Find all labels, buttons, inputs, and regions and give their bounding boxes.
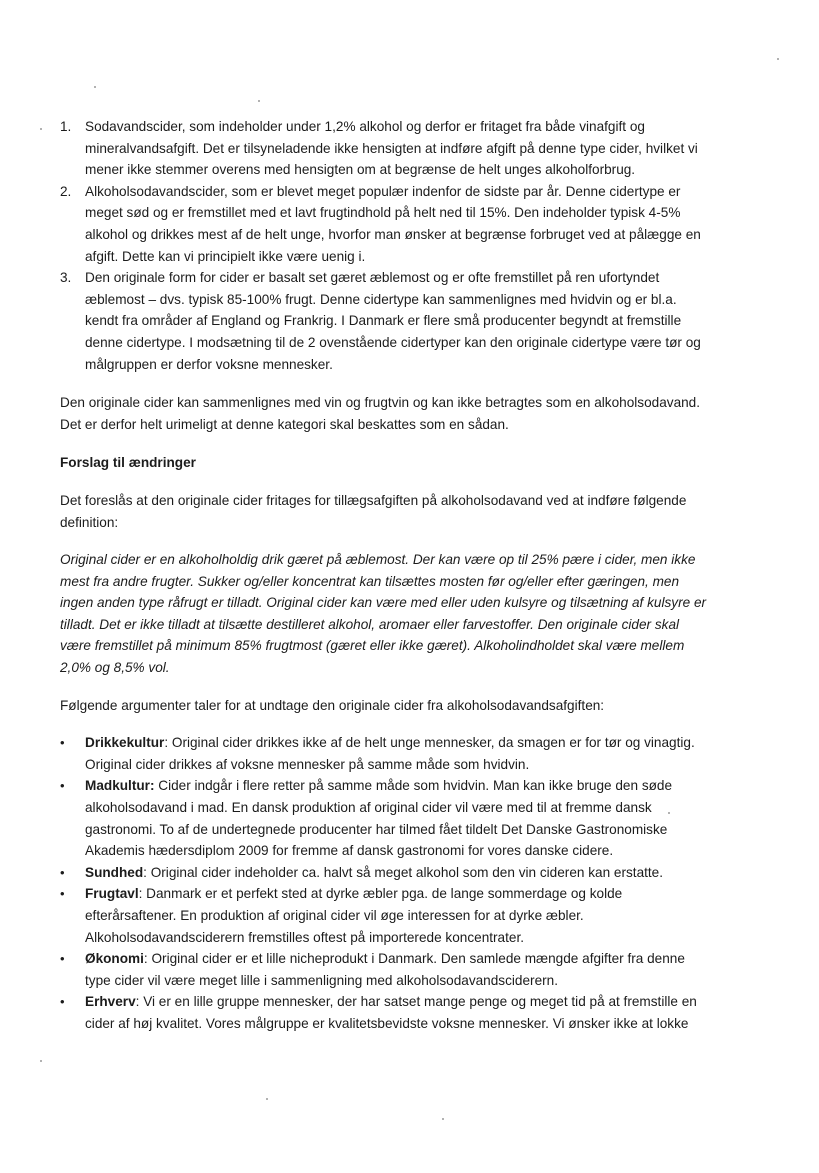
item-text: Alkoholsodavandscider, som er blevet meget populær indenfor de sidste par år. Denne cidertype er meget sød og er fremstillet med et lavt frugtindhold på helt ned til 15%. Den indeholder typisk 4-5% alkohol og drikkes mest af de helt unge, hvorfor man ønsker at begrænse forbruget ved at pålægge en afgift. Dette kan vi principielt ikke være uenig i.: [85, 183, 701, 264]
bullet-icon: •: [60, 951, 65, 967]
argument-text: : Danmark er et perfekt sted at dyrke æbler pga. de lange sommerdage og kolde efterårsaftener. En produktion af original cider vil øge interessen for at dyrke æbler. Alkoholsodavandsciderern fremstilles oftest på importerede koncentrater.: [85, 886, 623, 945]
argument-text: : Original cider drikkes ikke af de helt unge mennesker, da smagen er for tør og vinagtig. Original cider drikkes af voksne mennesker på samme måde som hvidvin.: [85, 735, 695, 772]
argument-term: Erhverv: [85, 994, 136, 1010]
cider-type-item-3: [60, 267, 712, 375]
scan-speck: [40, 1060, 42, 1062]
scan-speck: [40, 128, 42, 130]
argument-item: [60, 862, 712, 884]
bullet-icon: •: [60, 994, 65, 1010]
cider-type-item-1: [60, 116, 712, 181]
item-number: 3.: [60, 270, 72, 286]
argument-item: [60, 948, 712, 991]
bullet-icon: •: [60, 864, 65, 880]
argument-text: : Original cider er et lille nicheprodukt i Danmark. Den samlede mængde afgifter fra denne type cider vil være meget lille i sammenligning med alkoholsodavandsciderern.: [85, 951, 685, 988]
item-text: Sodavandscider, som indeholder under 1,2% alkohol og derfor er fritaget fra både vinafgift og mineralvandsafgift. Det er tilsyneladende ikke hensigten at indføre afgift på denne type cider, hvilket vi mener ikke stemmer overens med hensigten om at begrænse de helt unges alkoholforbrug.: [85, 119, 698, 178]
proposal-paragraph: Det foreslås at den originale cider fritages for tillægsafgiften på alkoholsodavand ved at indføre følgende definition:: [60, 492, 687, 530]
cider-definition: Original cider er en alkoholholdig drik gæret på æblemost. Der kan være op til 25% pære i cider, men ikke mest fra andre frugter. Sukker og/eller koncentrat kan tilsættes mosten før og/eller efter gæringen, men ingen anden type råfrugt er tilladt. Original cider kan være med eller uden kulsyre og tilsætning af kulsyre er tilladt. Det er ikke tilladt at tilsætte destilleret alkohol, aromaer eller farvestoffer. Den originale cider skal være fremstillet på minimum 85% frugtmost (gæret eller ikke gæret). Alkoholindholdet skal være mellem 2,0% og 8,5% vol.: [60, 552, 707, 676]
item-number: 2.: [60, 183, 72, 199]
bullet-icon: •: [60, 778, 65, 794]
item-text: Den originale form for cider er basalt set gæret æblemost og er ofte fremstillet på ren ufortyndet æblemost – dvs. typisk 85-100% frugt. Denne cidertype kan sammenlignes med hvidvin og er bl.a. kendt fra områder af England og Frankrig. I Danmark er flere små producenter begyndt at fremstille denne cidertype. I modsætning til de 2 ovenstående cidertyper kan den originale cidertype være tør og målgruppen er derfor voksne mennesker.: [85, 270, 701, 372]
scan-speck: [94, 86, 96, 88]
scan-speck: [258, 100, 260, 102]
scan-speck: [668, 812, 670, 814]
comparison-paragraph: Den originale cider kan sammenlignes med vin og frugtvin og kan ikke betragtes som en alkoholsodavand. Det er derfor helt urimeligt at denne kategori skal beskattes som en sådan.: [60, 395, 701, 432]
argument-term: Drikkekultur: [85, 735, 165, 751]
argument-item: [60, 883, 712, 948]
argument-text: : Original cider indeholder ca. halvt så meget alkohol som den vin cideren kan erstatte.: [143, 864, 664, 880]
scan-speck: [442, 1118, 444, 1120]
scan-speck: [266, 1098, 268, 1100]
argument-item: [60, 775, 712, 861]
section-heading: Forslag til ændringer: [60, 455, 196, 471]
cider-types-list: [60, 116, 712, 375]
item-number: 1.: [60, 119, 72, 134]
arguments-list: [60, 732, 712, 1034]
argument-text: Cider indgår i flere retter på samme måde som hvidvin. Man kan ikke bruge den søde alkoholsodavand i mad. En dansk produktion af original cider vil være med til at fremme dansk gastronomi. To af de undertegnede producenter har tilmed fået tildelt Det Danske Gastronomiske Akademis hædersdiplom 2009 for fremme af dansk gastronomi for vores danske cidere.: [85, 778, 673, 859]
argument-item: [60, 732, 712, 775]
document-body: [60, 116, 712, 1035]
argument-term: Frugtavl: [85, 886, 139, 902]
argument-term: Sundhed: [85, 864, 144, 880]
argument-term: Økonomi: [85, 951, 144, 967]
argument-text: : Vi er en lille gruppe mennesker, der har satset mange penge og meget tid på at fremstille en cider af høj kvalitet. Vores målgruppe er kvalitetsbevidste voksne mennesker. Vi ønsker ikke at lokke: [85, 994, 697, 1031]
bullet-icon: •: [60, 735, 65, 751]
cider-type-item-2: [60, 181, 712, 267]
argument-term: Madkultur:: [85, 778, 155, 794]
bullet-icon: •: [60, 886, 65, 902]
arguments-intro: Følgende argumenter taler for at undtage den originale cider fra alkoholsodavandsafgiften:: [60, 697, 605, 713]
scan-speck: [777, 58, 779, 60]
argument-item: [60, 991, 712, 1034]
